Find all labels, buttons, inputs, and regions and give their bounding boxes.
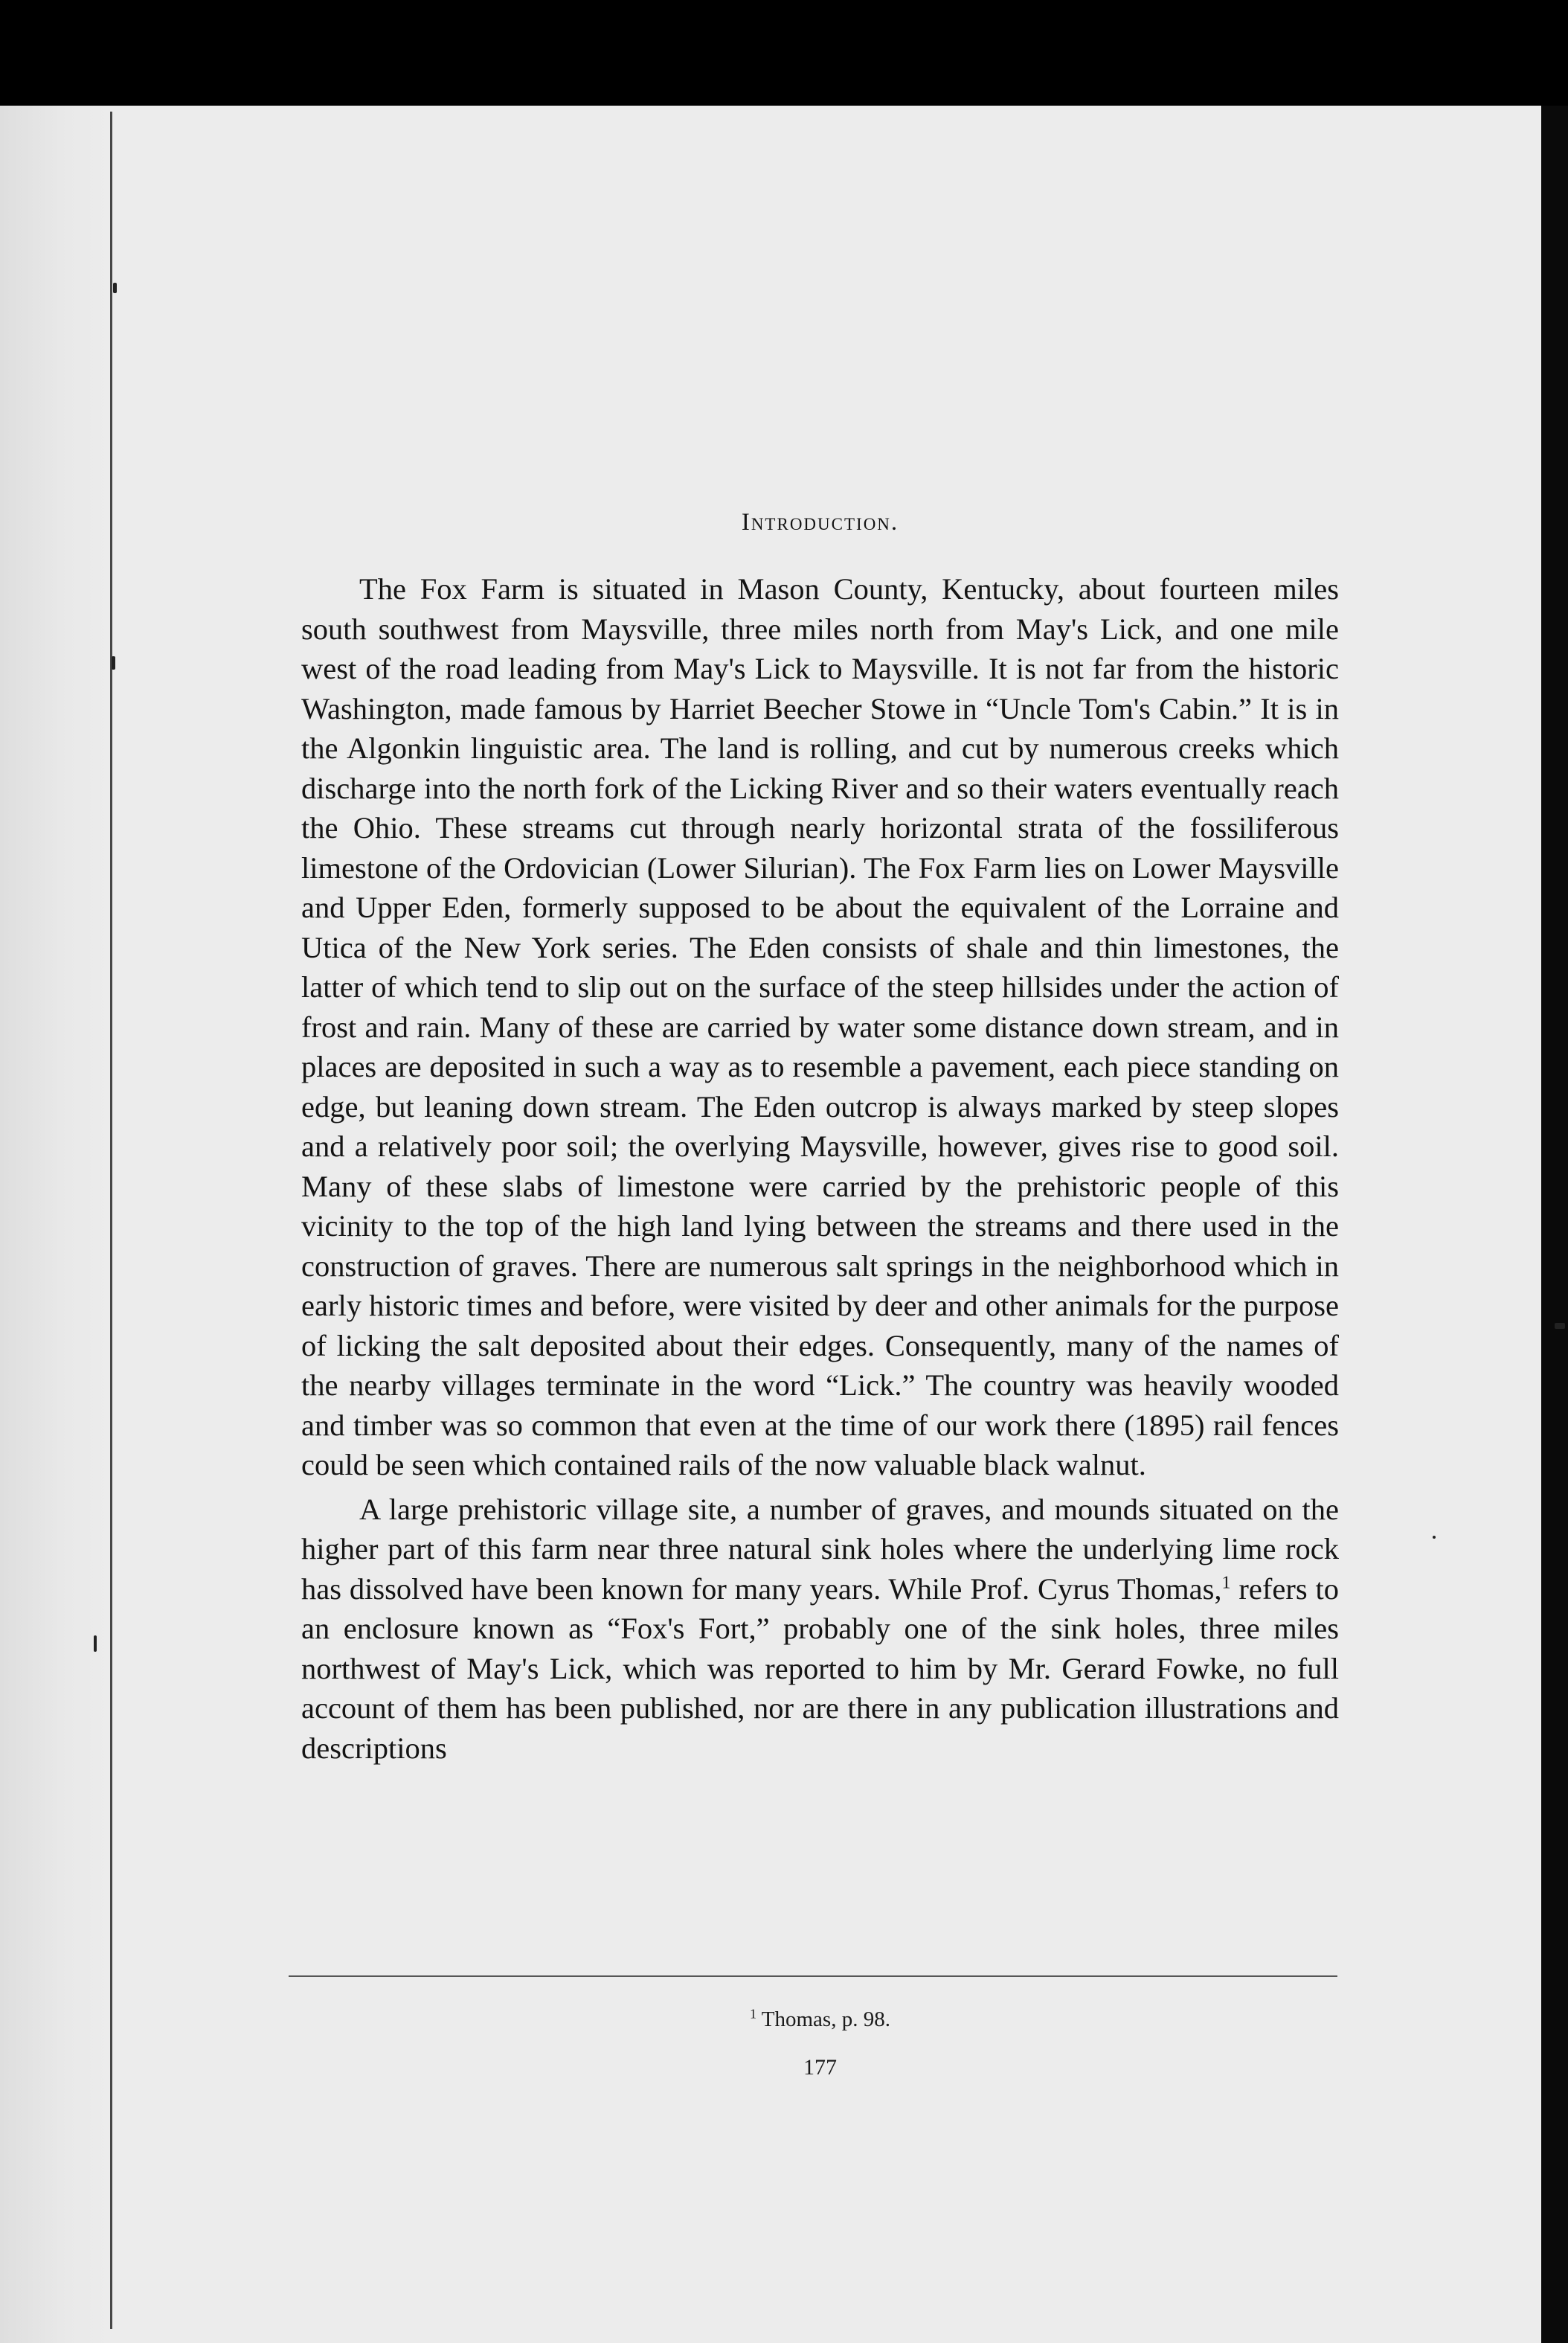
- scan-speck: [113, 283, 117, 293]
- paragraph: [301, 1490, 1339, 1769]
- scan-speck: [94, 1635, 97, 1652]
- paragraph-text: The Fox Farm is situated in Mason County, Kentucky, about fourteen miles south southwest from Maysville, three miles north from May's Lick, and one mile west of the road leading from May's Lick to Maysville. It is not far from the historic Washington, made famous by Harriet Beecher Stowe in “Uncle Tom's Cabin.” It is in the Algonkin linguistic area. The land is rolling, and cut by numerous creeks which discharge into the north fork of the Licking River and so their waters eventually reach the Ohio. These streams cut through nearly horizontal strata of the fossiliferous limestone of the Ordovician (Lower Silurian). The Fox Farm lies on Lower Maysville and Upper Eden, formerly supposed to be about the equivalent of the Lorraine and Utica of the New York series. The Eden consists of shale and thin limestones, the latter of which tend to slip out on the surface of the steep hillsides under the action of frost and rain. Many of these are carried by water some distance down stream, and in places are deposited in such a way as to resemble a pavement, each piece standing on edge, but leaning down stream. The Eden outcrop is always marked by steep slopes and a relatively poor soil; the overlying Maysville, however, gives rise to good soil. Many of these slabs of limestone were carried by the prehistoric people of this vicinity to the top of the high land lying between the streams and there used in the construction of graves. There are numerous salt springs in the neighborhood which in early historic times and before, were visited by deer and other animals for the purpose of licking the salt deposited about their edges. Consequently, many of the names of the nearby villages terminate in the word “Lick.” The country was heavily wooded and timber was so common that even at the time of our work there (1895) rail fences could be seen which contained rails of the now valuable black walnut.: [301, 572, 1339, 1481]
- section-heading: Introduction.: [741, 509, 899, 536]
- page-gutter-shadow: [0, 106, 112, 2343]
- scan-border-right: [1541, 106, 1568, 2343]
- footnote-mark: 1: [750, 2006, 757, 2022]
- paragraph-text: refers to an enclosure known as “Fox's Fort,” probably one of the sink holes, three miles northwest of May's Lick, which was reported to him by Mr. Gerard Fowke, no full account of them has been published, nor are there in any publication illustrations and descriptions: [301, 1571, 1339, 1765]
- scan-speck: [1555, 1323, 1565, 1329]
- paragraph-text: A large prehistoric village site, a number of graves, and mounds situated on the higher part of this farm near three natural sink holes where the underlying lime rock has dissolved have been known for many years. While Prof. Cyrus Thomas,: [301, 1492, 1339, 1606]
- article-body: [301, 509, 1339, 1768]
- footnote-reference: 1: [1221, 1573, 1231, 1592]
- paragraph: [301, 569, 1339, 1485]
- scan-speck: [1433, 1536, 1436, 1539]
- binding-edge: [110, 112, 112, 2329]
- footnote: [301, 2007, 1339, 2032]
- page-number: 177: [803, 2055, 837, 2080]
- footnote-divider: [289, 1975, 1337, 1977]
- footnote-text: Thomas, p. 98.: [761, 2007, 890, 2031]
- scan-speck: [112, 656, 115, 670]
